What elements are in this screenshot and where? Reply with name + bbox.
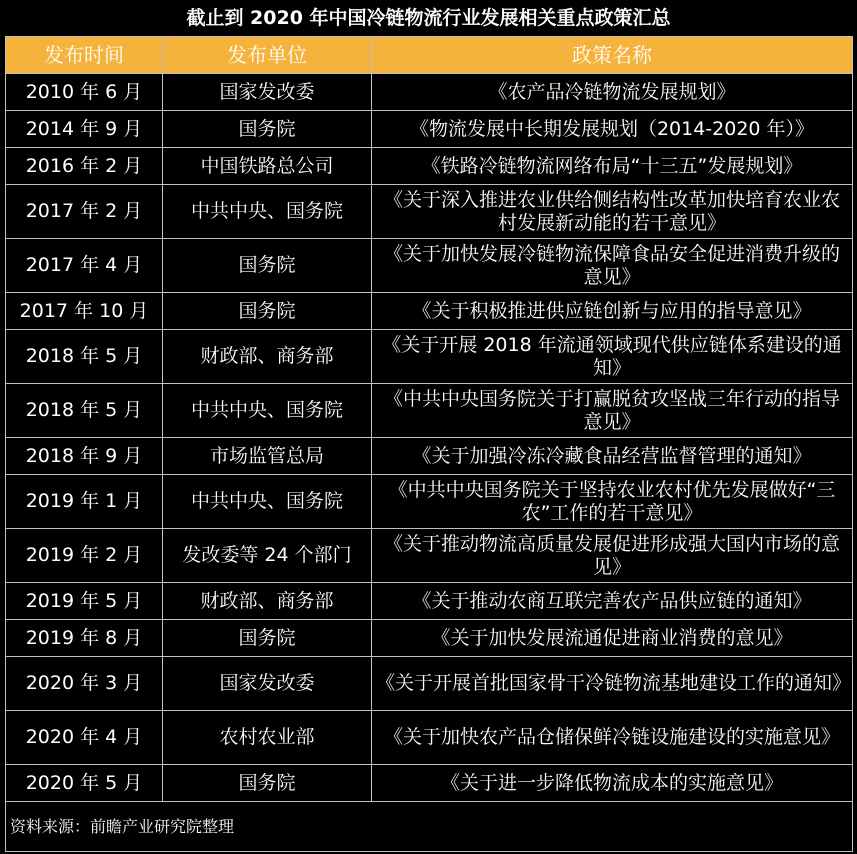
table-row xyxy=(6,529,853,583)
cell-policy-name: 《关于加强冷冻冷藏食品经营监督管理的通知》 xyxy=(372,438,853,475)
cell-date: 2010 年 6 月 xyxy=(6,74,163,111)
table-row xyxy=(6,475,853,529)
cell-issuer: 财政部、商务部 xyxy=(163,583,372,620)
cell-policy-name: 《关于加快农产品仓储保鲜冷链设施建设的实施意见》 xyxy=(372,711,853,765)
cell-policy-name: 《中共中央国务院关于打赢脱贫攻坚战三年行动的指导意见》 xyxy=(372,384,853,438)
table-row xyxy=(6,239,853,293)
cell-issuer: 发改委等 24 个部门 xyxy=(163,529,372,583)
table-row xyxy=(6,657,853,711)
cell-date: 2020 年 4 月 xyxy=(6,711,163,765)
table-row xyxy=(6,711,853,765)
cell-policy-name: 《关于加快发展流通促进商业消费的意见》 xyxy=(372,620,853,657)
table-row xyxy=(6,620,853,657)
table-row xyxy=(6,384,853,438)
cell-issuer: 中共中央、国务院 xyxy=(163,185,372,239)
cell-issuer: 国务院 xyxy=(163,620,372,657)
cell-date: 2019 年 1 月 xyxy=(6,475,163,529)
table-row xyxy=(6,330,853,384)
cell-policy-name: 《农产品冷链物流发展规划》 xyxy=(372,74,853,111)
cell-date: 2019 年 8 月 xyxy=(6,620,163,657)
cell-issuer: 中国铁路总公司 xyxy=(163,148,372,185)
table-row xyxy=(6,583,853,620)
table-row xyxy=(6,765,853,802)
cell-date: 2014 年 9 月 xyxy=(6,111,163,148)
column-header-date: 发布时间 xyxy=(6,37,163,74)
cell-date: 2019 年 5 月 xyxy=(6,583,163,620)
cell-issuer: 中共中央、国务院 xyxy=(163,475,372,529)
cell-issuer: 国家发改委 xyxy=(163,657,372,711)
cell-issuer: 国务院 xyxy=(163,293,372,330)
header-row xyxy=(6,37,853,74)
cell-date: 2017 年 10 月 xyxy=(6,293,163,330)
cell-date: 2017 年 2 月 xyxy=(6,185,163,239)
cell-issuer: 农村农业部 xyxy=(163,711,372,765)
cell-issuer: 中共中央、国务院 xyxy=(163,384,372,438)
source-row xyxy=(6,802,853,852)
cell-date: 2018 年 9 月 xyxy=(6,438,163,475)
cell-policy-name: 《铁路冷链物流网络布局“十三五”发展规划》 xyxy=(372,148,853,185)
table-row xyxy=(6,438,853,475)
column-header-issuer: 发布单位 xyxy=(163,37,372,74)
cell-issuer: 市场监管总局 xyxy=(163,438,372,475)
cell-issuer: 财政部、商务部 xyxy=(163,330,372,384)
source-note: 资料来源：前瞻产业研究院整理 xyxy=(6,802,853,852)
cell-date: 2020 年 5 月 xyxy=(6,765,163,802)
table-title: 截止到 2020 年中国冷链物流行业发展相关重点政策汇总 xyxy=(186,7,671,29)
table-row xyxy=(6,185,853,239)
cell-policy-name: 《中共中央国务院关于坚持农业农村优先发展做好“三农”工作的若干意见》 xyxy=(372,475,853,529)
cell-policy-name: 《关于推动物流高质量发展促进形成强大国内市场的意见》 xyxy=(372,529,853,583)
cell-date: 2018 年 5 月 xyxy=(6,330,163,384)
cell-policy-name: 《关于积极推进供应链创新与应用的指导意见》 xyxy=(372,293,853,330)
cell-policy-name: 《关于深入推进农业供给侧结构性改革加快培育农业农村发展新动能的若干意见》 xyxy=(372,185,853,239)
cell-date: 2016 年 2 月 xyxy=(6,148,163,185)
cell-issuer: 国务院 xyxy=(163,765,372,802)
table-row xyxy=(6,293,853,330)
cell-date: 2019 年 2 月 xyxy=(6,529,163,583)
cell-issuer: 国家发改委 xyxy=(163,74,372,111)
table-row xyxy=(6,148,853,185)
cell-policy-name: 《关于开展 2018 年流通领域现代供应链体系建设的通知》 xyxy=(372,330,853,384)
table-body xyxy=(6,74,853,802)
cell-policy-name: 《物流发展中长期发展规划（2014-2020 年）》 xyxy=(372,111,853,148)
table-row xyxy=(6,74,853,111)
cell-date: 2020 年 3 月 xyxy=(6,657,163,711)
policy-table xyxy=(5,36,853,852)
cell-policy-name: 《关于进一步降低物流成本的实施意见》 xyxy=(372,765,853,802)
cell-date: 2017 年 4 月 xyxy=(6,239,163,293)
cell-date: 2018 年 5 月 xyxy=(6,384,163,438)
cell-issuer: 国务院 xyxy=(163,239,372,293)
table-row xyxy=(6,111,853,148)
cell-policy-name: 《关于开展首批国家骨干冷链物流基地建设工作的通知》 xyxy=(372,657,853,711)
cell-policy-name: 《关于推动农商互联完善农产品供应链的通知》 xyxy=(372,583,853,620)
cell-issuer: 国务院 xyxy=(163,111,372,148)
cell-policy-name: 《关于加快发展冷链物流保障食品安全促进消费升级的意见》 xyxy=(372,239,853,293)
column-header-policy-name: 政策名称 xyxy=(372,37,853,74)
